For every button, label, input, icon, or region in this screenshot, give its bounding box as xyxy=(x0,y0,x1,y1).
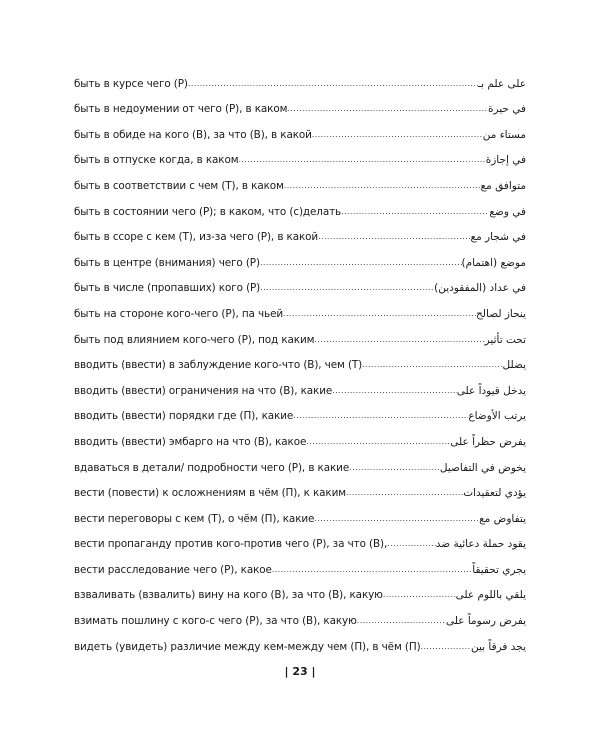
arabic-translation: يتفاوض مع xyxy=(479,512,526,525)
page-number: | 23 | xyxy=(284,665,316,678)
arabic-translation: في شجار مع xyxy=(470,231,526,244)
dictionary-entry xyxy=(74,474,526,500)
dictionary-entry xyxy=(74,218,526,244)
russian-phrase: вести расследование чего (Р), какое xyxy=(74,563,272,576)
dot-leader xyxy=(387,540,436,550)
dot-leader xyxy=(362,361,502,371)
arabic-translation: في إجازة xyxy=(485,154,526,167)
dictionary-entry xyxy=(74,320,526,346)
dot-leader xyxy=(293,412,468,422)
russian-phrase: быть в центре (внимания) чего (Р) xyxy=(74,256,260,269)
arabic-translation: يلقي باللوم على xyxy=(455,589,526,602)
russian-phrase: взваливать (взвалить) вину на кого (В), за что (В), какую xyxy=(74,589,383,602)
arabic-translation: يفرض حظراً على xyxy=(450,435,526,448)
arabic-translation: يدخل قيوداً على xyxy=(456,384,526,397)
arabic-translation: يرتب الأوضاع xyxy=(468,410,526,423)
dot-leader xyxy=(272,566,472,576)
dot-leader xyxy=(284,182,481,192)
russian-phrase: вести (повести) к осложнениям в чём (П), к каким xyxy=(74,487,346,500)
arabic-translation: يضلل xyxy=(502,359,526,372)
dictionary-entry xyxy=(74,525,526,551)
russian-phrase: вести пропаганду против кого-против чего (Р), за что (В), xyxy=(74,538,388,551)
dictionary-entry xyxy=(74,576,526,602)
dot-leader xyxy=(312,131,483,141)
arabic-translation: يقود حملة دعائية ضد xyxy=(435,538,526,551)
russian-phrase: быть под влиянием кого-чего (Р), под каким xyxy=(74,333,315,346)
arabic-translation: في حيرة xyxy=(487,103,526,116)
dot-leader xyxy=(346,489,463,499)
russian-phrase: быть в числе (пропавших) кого (Р) xyxy=(74,282,261,295)
arabic-translation: ينحاز لصالح xyxy=(476,307,526,320)
russian-phrase: видеть (увидеть) различие между кем-между чем (П), в чём (П) xyxy=(74,640,421,653)
arabic-translation: في عداد (المفقودين) xyxy=(434,282,526,295)
russian-phrase: взимать пошлину с кого-с чего (Р), за что (В), какую xyxy=(74,615,357,628)
dot-leader xyxy=(341,208,489,218)
dictionary-entry xyxy=(74,627,526,653)
dictionary-entry xyxy=(74,601,526,627)
arabic-translation: يفرض رسوماً على xyxy=(445,615,526,628)
dictionary-entry xyxy=(74,371,526,397)
dot-leader xyxy=(260,284,434,294)
arabic-translation: تحت تأثير xyxy=(484,333,526,346)
dot-leader xyxy=(306,438,450,448)
arabic-translation: يخوض في التفاصيل xyxy=(439,461,526,474)
dot-leader xyxy=(314,515,479,525)
dot-leader xyxy=(318,233,470,243)
dictionary-entry xyxy=(74,550,526,576)
arabic-translation: في وضع xyxy=(489,205,526,218)
dot-leader xyxy=(314,336,484,346)
arabic-translation: على علم بـ xyxy=(478,77,526,90)
russian-phrase: быть в обиде на кого (В), за что (В), в какой xyxy=(74,128,312,141)
russian-phrase: быть в курсе чего (Р) xyxy=(74,77,188,90)
dot-leader xyxy=(349,464,440,474)
russian-phrase: вести переговоры с кем (Т), о чём (П), какие xyxy=(74,512,315,525)
russian-phrase: быть в ссоре с кем (Т), из-за чего (Р), в какой xyxy=(74,231,319,244)
arabic-translation: يجد فرقاً بين xyxy=(470,640,526,653)
dot-leader xyxy=(421,643,471,653)
dictionary-entry xyxy=(74,166,526,192)
dictionary-entry xyxy=(74,64,526,90)
dictionary-entry xyxy=(74,294,526,320)
russian-phrase: быть в соответствии с чем (Т), в каком xyxy=(74,179,284,192)
dictionary-entry xyxy=(74,397,526,423)
dictionary-entry xyxy=(74,346,526,372)
russian-phrase: вводить (ввести) ограничения на что (В), какие xyxy=(74,384,333,397)
dictionary-entry xyxy=(74,243,526,269)
dictionary-entry xyxy=(74,448,526,474)
arabic-translation: متوافق مع xyxy=(480,179,526,192)
dictionary-entry xyxy=(74,141,526,167)
dot-leader xyxy=(260,259,462,269)
dictionary-entry xyxy=(74,90,526,116)
dictionary-entry xyxy=(74,269,526,295)
dot-leader xyxy=(332,387,457,397)
dot-leader xyxy=(188,80,478,90)
dictionary-entry xyxy=(74,115,526,141)
russian-phrase: вводить (ввести) эмбарго на что (В), какое xyxy=(74,435,307,448)
dictionary-entry xyxy=(74,192,526,218)
arabic-translation: يؤدي لتعقيدات xyxy=(463,487,526,500)
arabic-translation: مستاء من xyxy=(482,128,526,141)
russian-phrase: вводить (ввести) порядки где (П), какие xyxy=(74,410,294,423)
dot-leader xyxy=(283,310,476,320)
dictionary-entry-list xyxy=(74,64,526,653)
dictionary-entry xyxy=(74,422,526,448)
arabic-translation: موضع (اهتمام) xyxy=(461,256,526,269)
russian-phrase: вдаваться в детали/ подробности чего (Р), в какие xyxy=(74,461,350,474)
dot-leader xyxy=(238,156,485,166)
russian-phrase: быть в состоянии чего (Р); в каком, что (с)делать xyxy=(74,205,342,218)
dot-leader xyxy=(383,591,456,601)
russian-phrase: вводить (ввести) в заблуждение кого-что (В), чем (Т) xyxy=(74,359,363,372)
dot-leader xyxy=(287,105,488,115)
russian-phrase: быть в отпуске когда, в каком xyxy=(74,154,239,167)
dictionary-entry xyxy=(74,499,526,525)
dot-leader xyxy=(357,617,446,627)
arabic-translation: يجري تحقيقاً xyxy=(472,563,526,576)
russian-phrase: быть на стороне кого-чего (Р), па чьей xyxy=(74,307,284,320)
russian-phrase: быть в недоумении от чего (Р), в каком xyxy=(74,103,288,116)
